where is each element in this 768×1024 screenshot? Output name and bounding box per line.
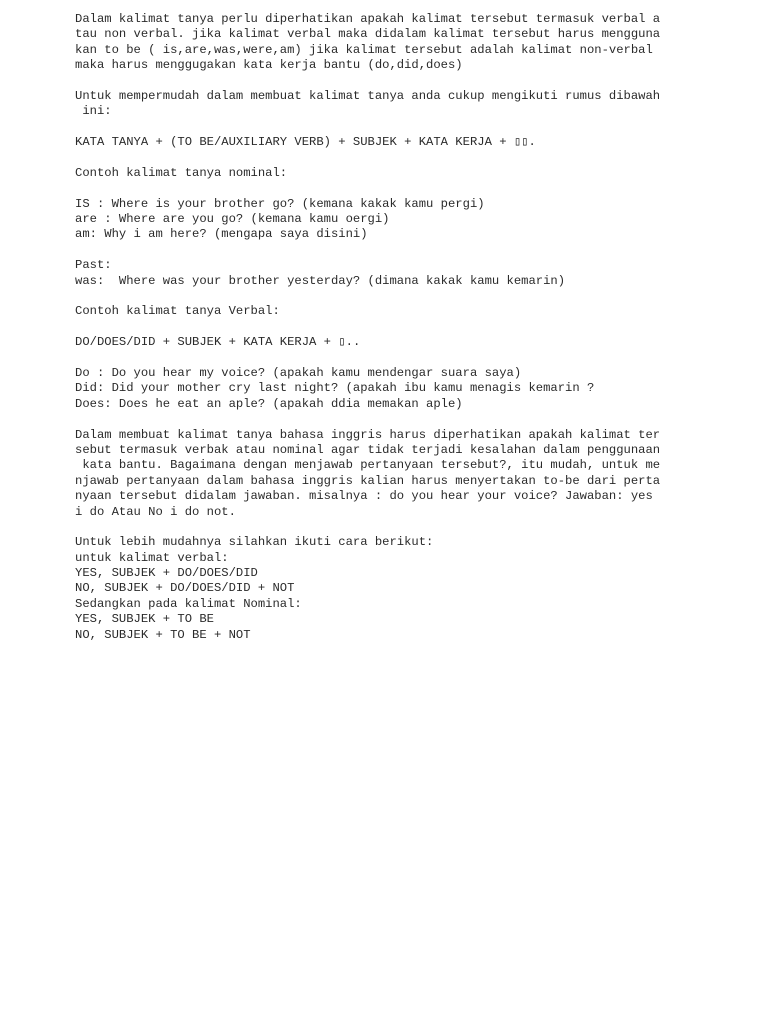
paragraph-spacer: [75, 412, 695, 427]
example-line: am: Why i am here? (mengapa saya disini): [75, 227, 368, 242]
formula-line: YES, SUBJEK + TO BE: [75, 612, 214, 627]
formula-line: NO, SUBJEK + TO BE + NOT: [75, 627, 251, 642]
paragraph-spacer: [75, 351, 695, 366]
paragraph-contoh-nominal: [75, 197, 695, 243]
paragraph-spacer: [75, 120, 695, 135]
example-line: was: Where was your brother yesterday? (dimana kakak kamu kemarin): [75, 273, 566, 288]
document-text: [75, 12, 695, 643]
example-line: Does: Does he eat an aple? (apakah ddia memakan aple): [75, 396, 463, 411]
section-heading: Contoh kalimat tanya Verbal:: [75, 304, 280, 319]
paragraph-rumus-intro: [75, 89, 695, 120]
paragraph-spacer: [75, 320, 695, 335]
text-line: Untuk mempermudah dalam membuat kalimat tanya anda cukup mengikuti rumus dibawah: [75, 88, 661, 103]
text-line: tau non verbal. jika kalimat verbal maka didalam kalimat tersebut harus mengguna: [75, 27, 661, 42]
formula-line: DO/DOES/DID + SUBJEK + KATA KERJA + ▯..: [75, 335, 361, 350]
paragraph-contoh-verbal-heading: [75, 304, 695, 319]
paragraph-past: [75, 258, 695, 289]
text-line: Dalam kalimat tanya perlu diperhatikan apakah kalimat tersebut termasuk verbal a: [75, 12, 661, 26]
text-line: kan to be ( is,are,was,were,am) jika kalimat tersebut adalah kalimat non-verbal: [75, 42, 653, 57]
paragraph-contoh-nominal-heading: [75, 166, 695, 181]
example-line: IS : Where is your brother go? (kemana kakak kamu pergi): [75, 196, 485, 211]
text-line: maka harus menggugakan kata kerja bantu (do,did,does): [75, 58, 463, 73]
paragraph-spacer: [75, 74, 695, 89]
text-line: njawab pertanyaan dalam bahasa inggris kalian harus menyertakan to-be dari perta: [75, 473, 661, 488]
example-line: Did: Did your mother cry last night? (apakah ibu kamu menagis kemarin ?: [75, 381, 595, 396]
paragraph-contoh-verbal: [75, 366, 695, 412]
paragraph-spacer: [75, 181, 695, 196]
paragraph-spacer: [75, 289, 695, 304]
text-line: i do Atau No i do not.: [75, 504, 236, 519]
paragraph-rumus-verbal: [75, 335, 695, 350]
text-line: nyaan tersebut didalam jawaban. misalnya : do you hear your voice? Jawaban: yes: [75, 489, 653, 504]
text-line: ini:: [75, 104, 112, 119]
text-line: Dalam membuat kalimat tanya bahasa inggris harus diperhatikan apakah kalimat ter: [75, 427, 661, 442]
text-line: sebut termasuk verbak atau nominal agar tidak terjadi kesalahan dalam penggunaan: [75, 442, 661, 457]
example-line: are : Where are you go? (kemana kamu oergi): [75, 212, 390, 227]
paragraph-spacer: [75, 151, 695, 166]
paragraph-intro: [75, 12, 695, 74]
paragraph-rumus: [75, 135, 695, 150]
text-line: untuk kalimat verbal:: [75, 550, 229, 565]
example-line: Do : Do you hear my voice? (apakah kamu mendengar suara saya): [75, 365, 522, 380]
text-line: Sedangkan pada kalimat Nominal:: [75, 596, 302, 611]
text-line: Untuk lebih mudahnya silahkan ikuti cara berikut:: [75, 535, 434, 550]
paragraph-penjelasan: [75, 428, 695, 520]
formula-line: NO, SUBJEK + DO/DOES/DID + NOT: [75, 581, 295, 596]
section-heading: Contoh kalimat tanya nominal:: [75, 165, 288, 180]
formula-line: KATA TANYA + (TO BE/AUXILIARY VERB) + SUBJEK + KATA KERJA + ▯▯.: [75, 135, 536, 150]
formula-line: YES, SUBJEK + DO/DOES/DID: [75, 566, 258, 581]
text-line: kata bantu. Bagaimana dengan menjawab pertanyaan tersebut?, itu mudah, untuk me: [75, 458, 661, 473]
paragraph-spacer: [75, 520, 695, 535]
section-heading: Past:: [75, 258, 112, 273]
paragraph-cara-menjawab: [75, 535, 695, 643]
paragraph-spacer: [75, 243, 695, 258]
